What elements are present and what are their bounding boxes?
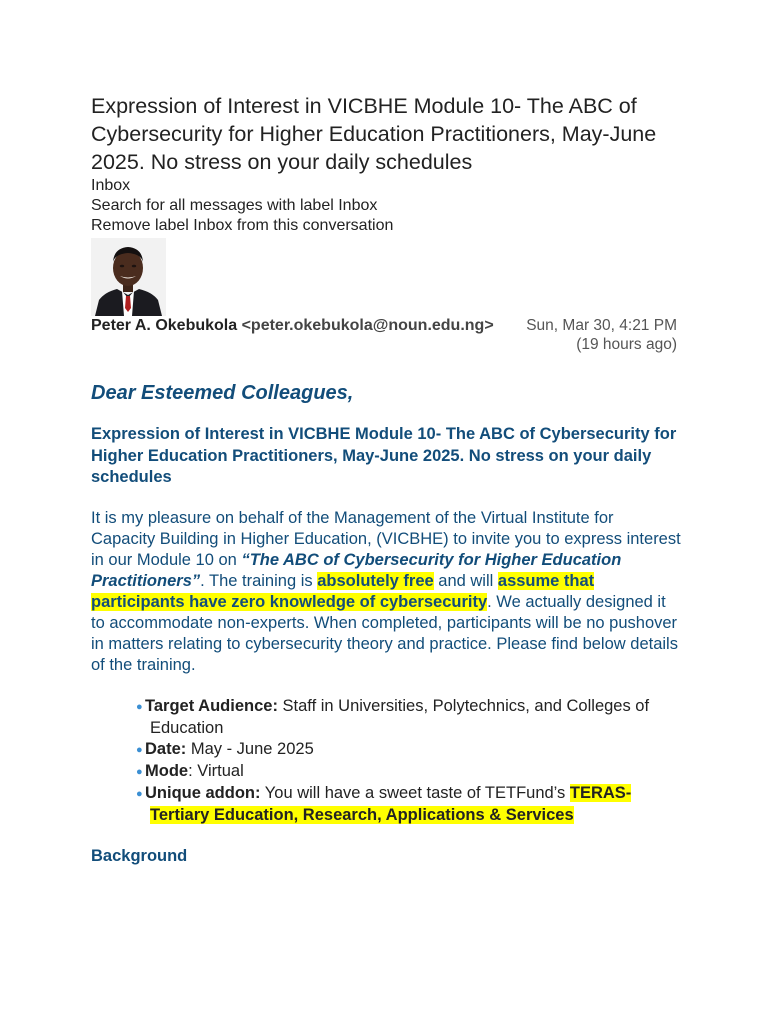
highlight-free: absolutely free	[317, 571, 434, 590]
detail-value: : Virtual	[188, 761, 244, 780]
sender-avatar[interactable]	[91, 238, 166, 316]
detail-label: Target Audience:	[145, 696, 278, 715]
email-subject: Expression of Interest in VICBHE Module 10- The ABC of Cybersecurity for Higher Education Practitioners, May-June 2025. No stress on your daily schedules	[91, 94, 657, 174]
message-headline: Expression of Interest in VICBHE Module 10- The ABC of Cybersecurity for Higher Education Practitioners, May-June 2025. No stress on your daily schedules	[91, 425, 677, 486]
message-timestamp: Sun, Mar 30, 4:21 PM (19 hours ago)	[505, 316, 677, 354]
remove-label-link[interactable]: Remove label Inbox from this conversation	[91, 217, 394, 234]
list-item	[127, 783, 681, 826]
bullet-icon: ●	[136, 700, 143, 713]
email-view	[91, 92, 681, 867]
sender-row	[91, 316, 681, 356]
greeting: Dear Esteemed Colleagues,	[91, 382, 354, 404]
list-item	[127, 761, 681, 783]
intro-text-1: It is my pleasure on behalf of the Management of the Virtual Institute for Capacity Building in Higher Education, (VICBHE) to invite you to express interest in our Module 10 on	[91, 508, 681, 569]
highlight-zero-knowledge: assume that participants have zero knowledge of cybersecurity	[91, 571, 595, 611]
sender-name[interactable]: Peter A. Okebukola	[91, 317, 238, 334]
highlight-teras: TERAS- Tertiary Education, Research, Applications & Services	[150, 783, 632, 824]
course-title: “The ABC of Cybersecurity for Higher Education Practitioners”	[91, 550, 622, 590]
intro-paragraph	[91, 508, 681, 676]
intro-text-2: . The training is	[200, 571, 318, 590]
detail-value: You will have a sweet taste of TETFund’s	[260, 783, 570, 802]
list-item	[127, 739, 681, 761]
detail-value: May - June 2025	[186, 739, 314, 758]
inbox-label[interactable]: Inbox	[91, 177, 131, 194]
search-label-link[interactable]: Search for all messages with label Inbox	[91, 197, 378, 214]
bullet-icon: ●	[136, 743, 143, 756]
intro-text-4: . We actually designed it to accommodate non-experts. When completed, participants will be no pushover in matters relating to cybersecurity theory and practice. Please find below details of the training.	[91, 592, 678, 674]
sender-email[interactable]: <peter.okebukola@noun.edu.ng>	[241, 317, 494, 334]
background-heading: Background	[91, 846, 188, 865]
detail-label: Mode	[145, 761, 189, 780]
detail-value: Staff in Universities, Polytechnics, and Colleges of Education	[150, 696, 650, 737]
training-details-list	[91, 696, 681, 826]
intro-text-3: and will	[433, 571, 498, 590]
detail-label: Date:	[145, 739, 187, 758]
list-item	[127, 696, 681, 739]
detail-label: Unique addon:	[145, 783, 261, 802]
bullet-icon: ●	[136, 787, 143, 800]
bullet-icon: ●	[136, 765, 143, 778]
